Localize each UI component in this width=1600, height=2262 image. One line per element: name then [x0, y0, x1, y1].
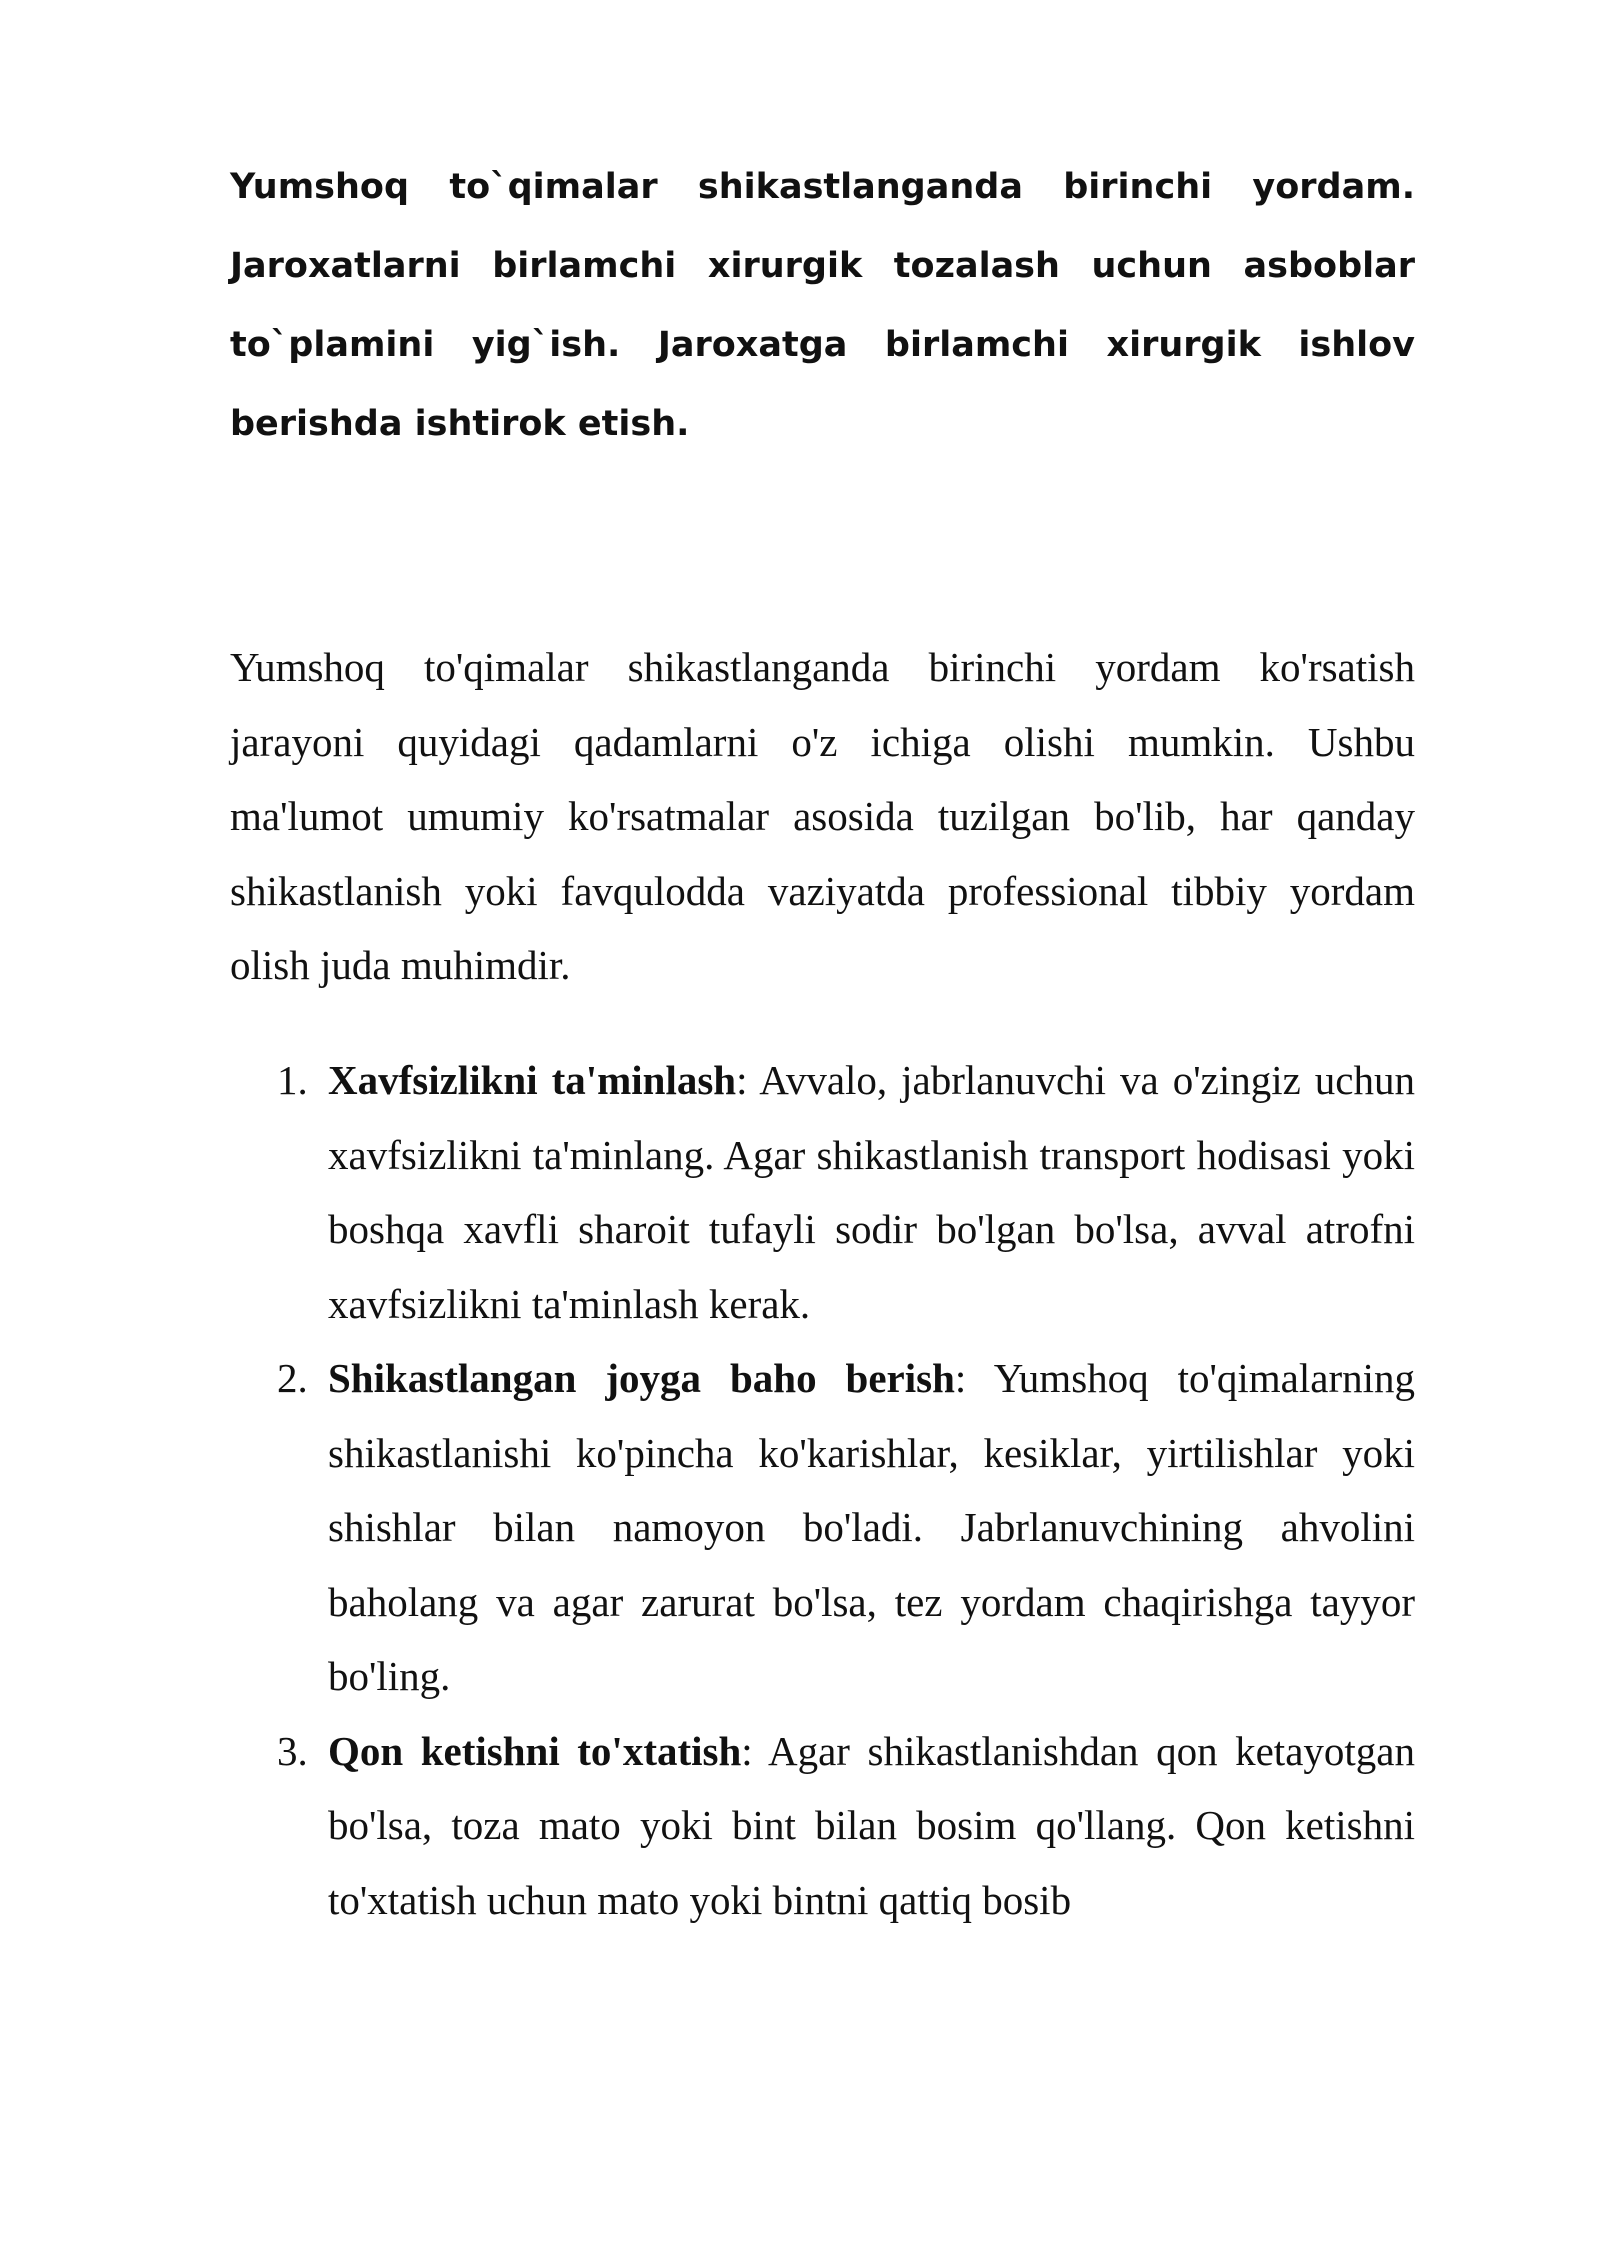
list-item — [230, 1714, 1415, 1938]
list-item-separator: : — [741, 1727, 768, 1774]
list-item-text: Avvalo, jabrlanuvchi va o'zingiz uchun xavfsizlikni ta'minlang. Agar shikastlanish transport hodisasi yoki boshqa xavfli sharoit tufayli sodir bo'lgan bo'lsa, avval atrofni xavfsizlikni ta'minlash kerak. — [328, 1057, 1415, 1327]
list-item — [230, 1341, 1415, 1714]
list-item-text: Yumshoq to'qimalarning shikastlanishi ko'pincha ko'karishlar, kesiklar, yirtilishlar yoki shishlar bilan namoyon bo'ladi. Jabrlanuvchining ahvolini baholang va agar zarurat bo'lsa, tez yordam chaqirishga tayyor bo'ling. — [328, 1355, 1415, 1699]
steps-list — [230, 1043, 1415, 1937]
list-item-number: 3. — [277, 1727, 308, 1774]
list-item-term: Shikastlangan joyga baho berish — [328, 1355, 955, 1401]
list-item-number: 1. — [277, 1057, 308, 1103]
list-item-separator: : — [954, 1355, 994, 1401]
document-title: Yumshoq to`qimalar shikastlanganda birinchi yordam. Jaroxatlarni birlamchi xirurgik tozalash uchun asboblar to`plamini yig`ish. Jaroxatga birlamchi xirurgik ishlov berishda ishtirok etish. — [230, 167, 1415, 444]
intro-paragraph: Yumshoq to'qimalar shikastlanganda birinchi yordam ko'rsatish jarayoni quyidagi qadamlarni o'z ichiga olishi mumkin. Ushbu ma'lumot umumiy ko'rsatmalar asosida tuzilgan bo'lib, har qanday shikastlanish yoki favqulodda vaziyatda professional tibbiy yordam olish juda muhimdir. — [230, 644, 1415, 988]
list-item-text: Agar shikastlanishdan qon ketayotgan bo'lsa, toza mato yoki bint bilan bosim qo'llang. Qon ketishni to'xtatish uchun mato yoki bintni qattiq bosib — [328, 1727, 1415, 1923]
list-item-separator: : — [736, 1057, 760, 1103]
list-item-term: Xavfsizlikni ta'minlash — [328, 1057, 737, 1103]
list-item-term: Qon ketishni to'xtatish — [328, 1727, 742, 1774]
list-item-number: 2. — [277, 1355, 308, 1401]
list-item — [230, 1043, 1415, 1341]
